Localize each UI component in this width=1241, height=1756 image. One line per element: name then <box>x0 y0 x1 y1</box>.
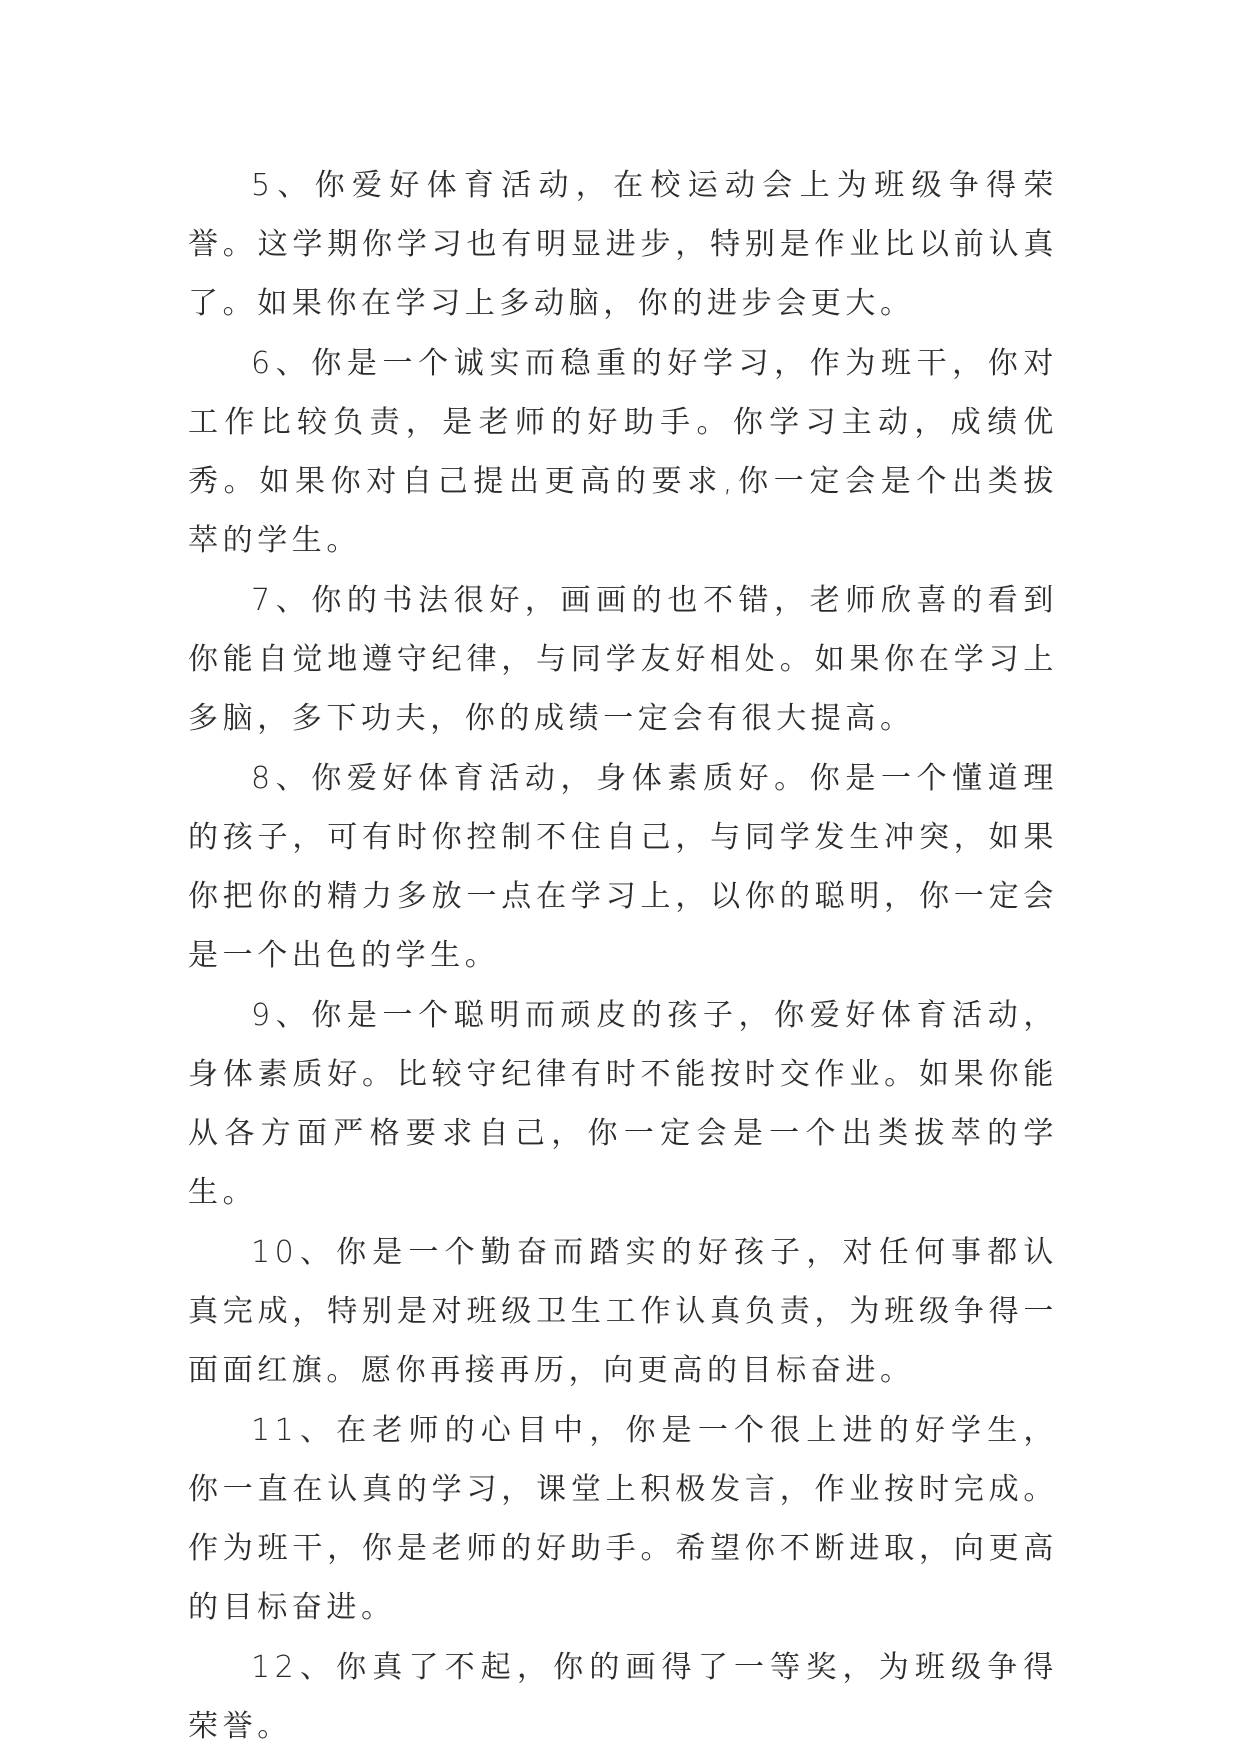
comment-paragraph-10: 10、你是一个勤奋而踏实的好孩子，对任何事都认真完成，特别是对班级卫生工作认真负责，为班级争得一面面红旗。愿你再接再历，向更高的目标奋进。 <box>188 1235 1058 1388</box>
comment-paragraph-5: 5、你爱好体育活动，在校运动会上为班级争得荣誉。这学期你学习也有明显进步，特别是作业比以前认真了。如果你在学习上多动脑，你的进步会更大。 <box>188 168 1058 321</box>
comment-paragraph-12: 12、你真了不起，你的画得了一等奖，为班级争得荣誉。 <box>188 1650 1058 1744</box>
comment-paragraph-8: 8、你爱好体育活动，身体素质好。你是一个懂道理的孩子，可有时你控制不住自己，与同学发生冲突，如果你把你的精力多放一点在学习上，以你的聪明，你一定会是一个出色的学生。 <box>188 761 1058 973</box>
comment-paragraph-11: 11、在老师的心目中，你是一个很上进的好学生，你一直在认真的学习，课堂上积极发言，作业按时完成。作为班干，你是老师的好助手。希望你不断进取，向更高的目标奋进。 <box>188 1413 1058 1625</box>
comment-paragraph-6: 6、你是一个诚实而稳重的好学习，作为班干，你对工作比较负责，是老师的好助手。你学习主动，成绩优秀。如果你对自己提出更高的要求,你一定会是个出类拔萃的学生。 <box>188 346 1058 558</box>
comment-paragraph-7: 7、你的书法很好，画画的也不错，老师欣喜的看到你能自觉地遵守纪律，与同学友好相处。如果你在学习上多脑，多下功夫，你的成绩一定会有很大提高。 <box>188 583 1058 736</box>
document-body <box>188 156 1058 1756</box>
comment-paragraph-9: 9、你是一个聪明而顽皮的孩子，你爱好体育活动，身体素质好。比较守纪律有时不能按时交作业。如果你能从各方面严格要求自己，你一定会是一个出类拔萃的学生。 <box>188 998 1058 1210</box>
